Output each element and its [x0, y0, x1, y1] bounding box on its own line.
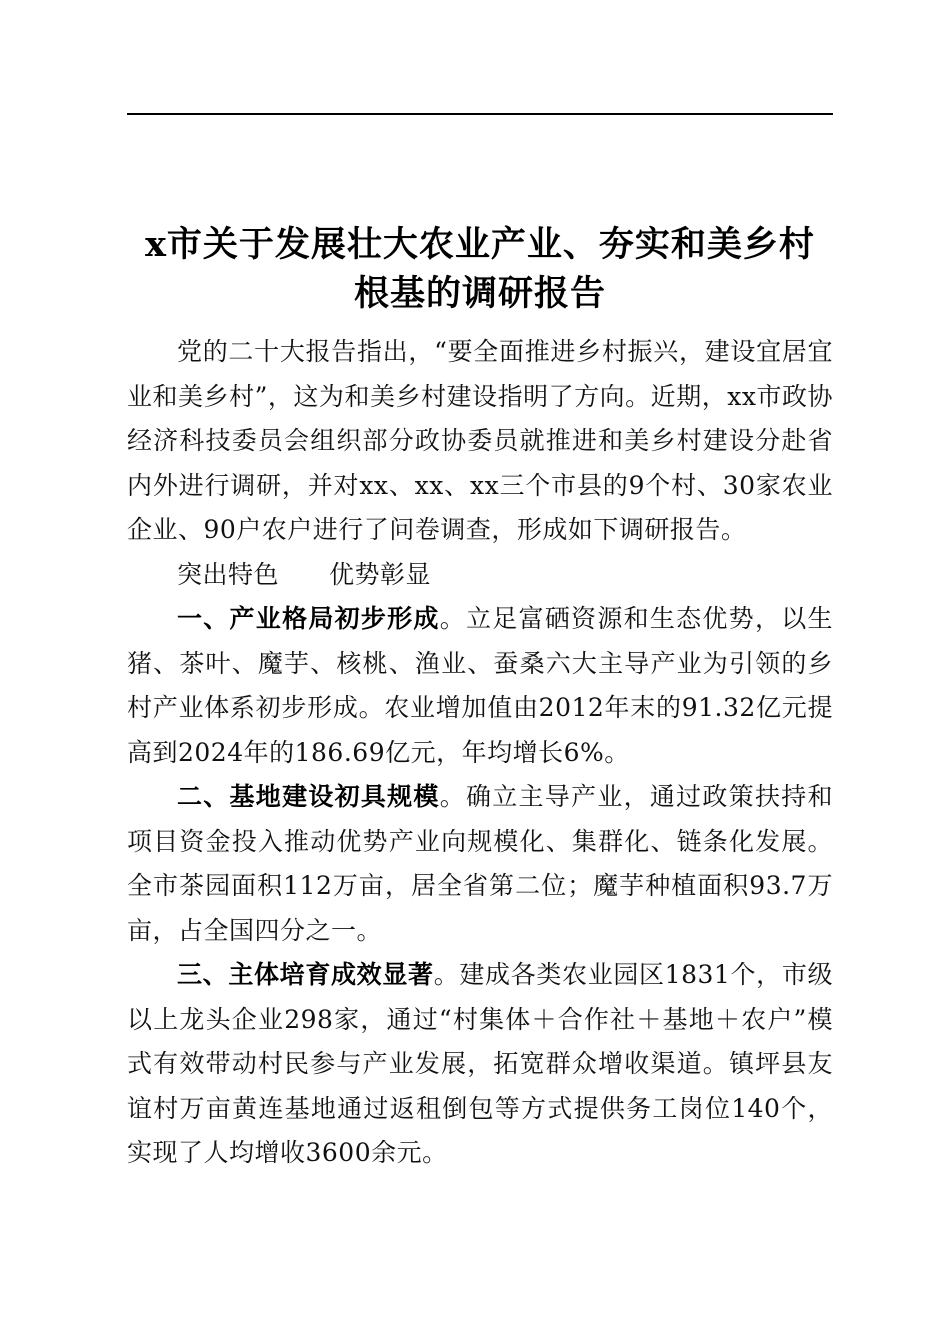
- point-lead-3: 三、主体培育成效显著: [177, 960, 434, 989]
- title-line-2: 根基的调研报告: [353, 273, 606, 314]
- point-paragraph-2: [127, 775, 833, 953]
- point-text-1: 。立足富硒资源和生态优势，以生猪、茶叶、魔芋、核桃、渔业、蚕桑六大主导产业为引领的乡村产业体系初步形成。农业增加值由2012年末的91.32亿元提高到2024年的186.69亿元，年均增长6%。: [127, 604, 833, 767]
- point-paragraph-3: [127, 953, 833, 1176]
- title-line-1: x市关于发展壮大农业产业、夯实和美乡村: [145, 224, 815, 265]
- section-heading-part2: 优势彰显: [329, 559, 432, 589]
- document-title: [110, 220, 850, 318]
- section-heading: [127, 553, 833, 598]
- header-rule: [127, 113, 833, 115]
- point-text-2: 。确立主导产业，通过政策扶持和项目资金投入推动优势产业向规模化、集群化、链条化发展。全市茶园面积112万亩，居全省第二位；魔芋种植面积93.7万亩，占全国四分之一。: [127, 782, 833, 945]
- intro-paragraph: 党的二十大报告指出，“要全面推进乡村振兴，建设宜居宜业和美乡村”，这为和美乡村建设指明了方向。近期，xx市政协经济科技委员会组织部分政协委员就推进和美乡村建设分赴省内外进行调研，并对xx、xx、xx三个市县的9个村、30家农业企业、90户农户进行了问卷调查，形成如下调研报告。: [127, 337, 833, 544]
- point-lead-2: 二、基地建设初具规模: [177, 782, 440, 811]
- document-body: [127, 330, 833, 1176]
- point-text-3: 。建成各类农业园区1831个，市级以上龙头企业298家，通过“村集体＋合作社＋基地＋农户”模式有效带动村民参与产业发展，拓宽群众增收渠道。镇坪县友谊村万亩黄连基地通过返租倒包等方式提供务工岗位140个，实现了人均增收3600余元。: [127, 960, 833, 1167]
- section-heading-part1: 突出特色: [177, 559, 280, 589]
- point-paragraph-1: [127, 597, 833, 775]
- point-lead-1: 一、产业格局初步形成: [177, 604, 440, 633]
